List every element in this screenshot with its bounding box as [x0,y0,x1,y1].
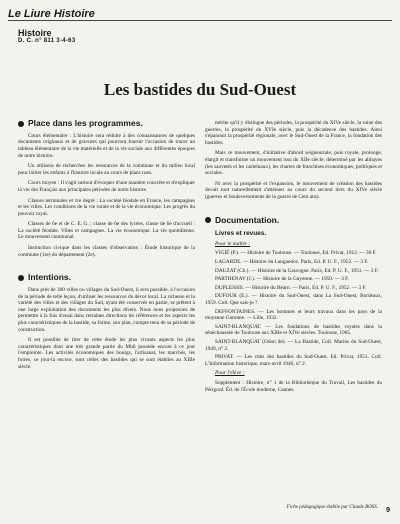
section-label: Histoire [18,28,52,38]
bibliography-entry: PRIVAT. — Les cités des bastides du Sud-Ouest. Ed. Privat, 1951. Coll. L'Information historique, mars-avril 1946, n° 2. [205,354,382,367]
paragraph: Cours moyen : Il s'agit surtout d'évoquer d'une manière concrète et d'expliquer la vie des Français aux principales périodes de notre histoire. [18,180,195,193]
right-column [205,120,382,395]
bibliography-entry: SAINT-BLANQUAT. — Les fondations de bastides royales dans la sénéchaussée de Toulouse aux XIIIe et XIVe siècles. Toulouse, 1985. [205,323,382,337]
paragraph: Cours élémentaire : L'histoire sera réduite à des connaissances de quelques documents originaux et de gravures qui pourront fournir l'occasion de tracer un tableau élémentaire de la vie matérielle et de la vie sociale aux différentes époques de notre histoire. [18,132,195,159]
paragraph: mérite qu'il y distingue des périodes, la prospérité du XIVe siècle, la ruine des guerres, la prospérité du XVIe siècle, puis la décadence des bastides. Ainsi s'épanouit la prospérité régionale, avec le Sud-Ouest de la France, la fondation des bastides. [205,120,382,146]
paragraph: Classes terminales et 1re degré : La société féodale en France, les campagnes et les villes. Les conditions de la vie rurale et de la vie économique. Les progrès du pouvoir royal. [18,197,195,217]
bibliography-entry: LAGARDE. — Histoire du Languedoc. Paris, Ed. P. U. F., 1952. — 3 F. [215,259,369,266]
bibliography-entry: Supplément : Histoire, n° 1 de la Bibliothèque du Travail, Les bastides du Périgord. Éd. de l'École moderne, Cannes. [205,379,382,393]
subheading-livres: Livres et revues. [215,230,267,238]
paragraph: Classes de 6e et de C. E. G. ; classe de 6e des lycées, classe de 6e d'accueil : La société féodale. Villes et campagnes. La vie économique. La vie quotidienne. Le mouvement communal. [18,221,195,241]
heading-intentions [18,274,195,281]
article-title: Les bastides du Sud-Ouest [103,80,297,99]
heading-text: Place dans les programmes. [28,118,143,128]
bullet-icon [18,275,24,281]
heading-text: Documentation. [215,214,280,225]
top-rule [8,20,392,21]
bullet-icon [205,217,211,223]
subheading-maitre: Pour le maître : [215,240,251,247]
bibliography-entry: DUFOUR (E.). — Histoire du Sud-Ouest, dans La Sud-Ouest, Bordeaux, 1959. Coll. Que sais-je ? [205,293,382,307]
paragraph: Dans près de 300 villes ou villages du Sud-Ouest, il sera possible, à l'occasion de la période de telle leçon, d'utiliser les ressources du décor local. La richesse et la variété des villes et des villages du Sud, ayant été conservés en partie, se prêtent à une large exploitation des documents les plus divers. Nous nous proposons de permettre à la fois d'essai dans certaines directions les références et les aspects les plus caractéristiques de la bastide, sa forme, son plan, compte tenu de sa période de construction. [18,287,195,333]
bibliography-entry: DUPLESSIS. — Histoire du Béarn. — Paris, Ed. P. U. F., 1952. — 3 F. [215,284,367,291]
issue-reference: D. C. n° 811 3-4-63 [18,38,76,44]
masthead: Le Liure Histoire [8,8,95,20]
footer-note: Fiche pédagogique établie par Claude BOSS. [286,505,378,510]
paragraph: Ni avec la prospérité et l'expansion, le mouvement de création des bastides devait tout naturellement s'atténuer au cours du second tiers du XIVe siècle (guerres et bouleversements de la guerre de Cent ans). [205,180,382,200]
left-column [18,120,195,374]
heading-text: Intentions. [28,272,71,283]
heading-programmes [18,120,195,127]
page-number: 9 [386,507,390,514]
bibliography-entry: DEFFONTAINES. — Les hommes et leurs travaux dans les pays de la moyenne Garonne. — Lille, 1932. [205,308,382,322]
paragraph: Un utilisera de recherches les ressources de la commune et du milieu local pour initier les enfants à l'histoire locale au cours de plans rues. [18,163,195,176]
heading-documentation [205,214,382,225]
paragraph: Instruction civique dans les classes d'observation : Étude historique de la commune (1re) du département (2e). [18,245,195,258]
paragraph: Mais ce mouvement, d'initiative d'abord seigneuriale, puis royale, prolonge, élargit et transforme un mouvement issu du XIIe siècle, déterminé par les abbayes (les sauvetés et les castelnaux), les chartes de franchises économiques, politiques et sociales. [205,150,382,177]
bibliography-entry: SAINT-BLANQUAT (Odon de). — La Bastide, Coll. Marins du Sud-Ouest, 1949, n° 2. [205,339,382,352]
paragraph: Il est possible de tirer de cette étude les plus vivants aspects les plus caractéristiques dont une très grande partie du Midi possède encore à ce jour l'empreinte. Les activités économiques des bourgs, l'artisanat, les marchés, les foires, ce jour-là encore, sont celles des bastides qui se sont établies au XIIIe siècle. [18,337,195,370]
subheading-eleve: Pour l'élève : [215,370,245,377]
bibliography-entry: PARTHENAY (J.). — Histoire de la Guyenne. — 1950. — 3 F. [215,276,350,283]
bullet-icon [18,121,24,127]
bibliography-entry: DAUZAT (Ch.). — Histoire de la Gascogne. Paris, Ed. P. U. F., 1951. — 3 F. [215,267,379,274]
bibliography-entry: VIGIÉ (P.). — Histoire de Toulouse. — Toulouse, Ed. Privat, 1912. — 30 F. [215,250,377,257]
